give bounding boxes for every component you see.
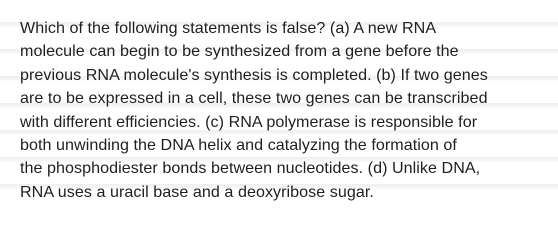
question-line: previous RNA molecule's synthesis is completed. (b) If two genes [20,65,488,84]
question-line: Which of the following statements is false? (a) A new RNA [20,19,437,37]
question-line: with different efficiencies. (c) RNA polymerase is responsible for [20,112,478,131]
question-line: molecule can begin to be synthesized from a gene before the [20,42,459,61]
question-text [20,17,550,204]
question-line: are to be expressed in a cell, these two genes can be transcribed [20,89,488,108]
question-line: the phosphodiester bonds between nucleotides. (d) Unlike DNA, [20,159,481,178]
question-line: both unwinding the DNA helix and catalyzing the formation of [20,136,457,155]
question-line: RNA uses a uracil base and a deoxyribose sugar. [20,182,374,201]
